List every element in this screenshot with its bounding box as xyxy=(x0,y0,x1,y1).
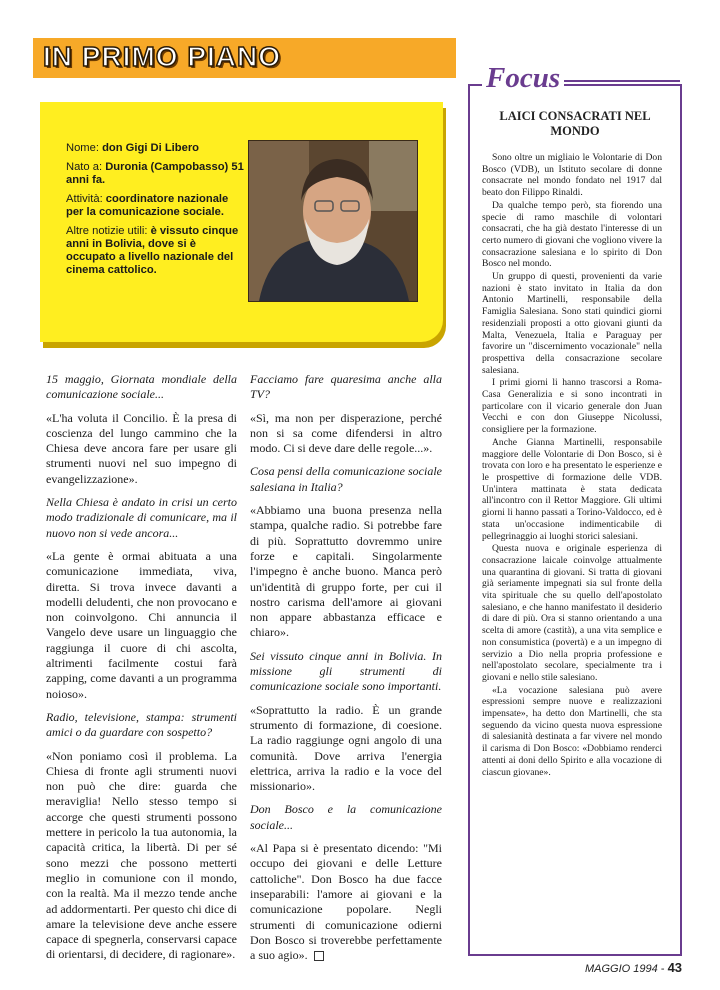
interview-question: Facciamo fare quaresima anche alla TV? xyxy=(250,372,442,402)
interview-answer: «La gente è ormai abituata a una comunicazione immediata, viva, diretta. Si trova invece davanti a modelli deludenti, che non provocano e non coinvolgono. Chi annuncia il Vangelo deve usare un linguaggio che raggiunga il cuore di chi ascolta, altrimenti facilmente costui farà zapping, come davanti a un programma noioso». xyxy=(46,548,237,701)
focus-heading: LAICI CONSACRATI NEL MONDO xyxy=(499,109,651,138)
article-column-2 xyxy=(250,372,442,971)
footer-separator: - xyxy=(660,963,665,975)
article-column-1 xyxy=(46,372,237,971)
interview-question: Cosa pensi della comunicazione sociale salesiana in Italia? xyxy=(250,464,442,494)
focus-paragraph: Anche Gianna Martinelli, responsabile maggiore delle Volontarie di Don Bosco, si è trovata con loro e ha presentato le esperienze e le prospettive di formazione delle VDB. Un'intera mattinata è stata dedicata all'incontro con il Rettor Maggiore. Gli ultimi giorni li hanno passati a Torino-Valdocco, ed è stata un'occasione indimenticabile di pellegrinaggio ai luoghi storici salesiani. xyxy=(482,436,662,542)
focus-paragraph: Da qualche tempo però, sta fiorendo una specie di ramo maschile di volontari consacrati, che ha già destato l'interesse di un certo numero di giovani che vogliono vivere la consacrazione salesiana e lo spirito di Don Bosco nel mondo. xyxy=(482,199,662,270)
section-banner xyxy=(33,38,456,78)
profile-details xyxy=(66,142,244,283)
interview-answer: «Soprattutto la radio. È un grande strumento di formazione, di coesione. La radio raggiunge ogni angolo di una comunità. Dove arriva l'energia elettrica, arriva la radio e la voce del missionario». xyxy=(250,702,442,794)
focus-paragraph: I primi giorni li hanno trascorsi a Roma-Casa Generalizia e si sono incontrati in particolare con il vicario generale don Juan Vecchi e con don Giuseppe Nicolussi, consigliere per la formazione. xyxy=(482,377,662,436)
interview-answer: «Abbiamo una buona presenza nella stampa, qualche radio. Si potrebbe fare di più. Soprattutto dovremmo unire forze e capitali. Singolarmente l'impegno è anche buono. Manca però un'identità di gruppo forte, per cui il nostro carisma dell'amore ai giovani non appare abbastanza efficace e chiaro». xyxy=(250,503,442,640)
interview-question: 15 maggio, Giornata mondiale della comunicazione sociale... xyxy=(46,372,237,402)
focus-paragraph: Questa nuova e originale esperienza di consacrazione laicale coinvolge attualmente una quarantina di giovani. Si tratta di giovani già seriamente impegnati sia sul fronte della vita spirituale che su quello dell'apostolato salesiano, e che hanno manifestato il desiderio di dare di più. Ora si stanno orientando a una scelta di amore (castità), a una vita semplice e non consumistica (povertà) e a un impegno di servizio a Dio nella propria professione e nell'apostolato secolare, specialmente tra i giovani e nello stile salesiano. xyxy=(482,543,662,683)
page-number: 43 xyxy=(667,960,683,975)
profile-born: Nato a: Duronia (Campobasso) 51 anni fa. xyxy=(66,161,244,186)
focus-paragraph: «La vocazione salesiana può avere espressioni sempre nuove e realizzazioni impensate», ha detto don Martinelli, che sta seguendo da vicino questa nuova espressione di salesianità destinata a far vivere nel mondo il carisma di Don Bosco: «Dobbiamo renderci attenti ai doni dello Spirito e alla vocazione di ciascun giovane». xyxy=(482,684,662,778)
end-mark-icon xyxy=(314,951,324,961)
interview-answer xyxy=(250,841,442,963)
profile-activity: Attività: coordinatore nazionale per la comunicazione sociale. xyxy=(66,193,229,218)
interview-answer: «Sì, ma non per disperazione, perché non si sa come difendersi in altro modo. Ci si deve dare delle regole...». xyxy=(250,410,442,456)
portrait-photo xyxy=(248,140,418,302)
interview-answer: «Non poniamo così il problema. La Chiesa di fronte agli strumenti nuovi non può che dire: guarda che meraviglia! Nello stesso tempo si accorge che questi strumenti possono mettere in pericolo la tua autonomia, la capacità critica, la libertà. Di per sé sono mezzi che possono metterti meglio in comunione con il mondo, con la realtà. Ma il mezzo tende anche ad addormentarti. Per questo chi dice di amare la televisione deve anche essere capace di spegnerla, conservarsi capace di orientarsi, di decidere, di ragionare». xyxy=(46,748,237,962)
page-footer xyxy=(585,960,682,975)
focus-rule xyxy=(560,80,680,82)
issue-date: MAGGIO 1994 xyxy=(585,963,658,975)
focus-paragraph: Un gruppo di questi, provenienti da varie nazioni è stato invitato in Italia da don Antonio Martinelli, responsabile della Famiglia Salesiana. Sono stati quindici giorni residenziali proposti a otto giovani giunti da Malta, Venezuela, Italia e Paraguay per favorire un "discernimento vocazionale" nella prospettiva della consacrazione secolare salesiana. xyxy=(482,271,662,376)
focus-paragraph: Sono oltre un migliaio le Volontarie di Don Bosco (VDB), un Istituto secolare di donne consacrate nel mondo fondato nel 1917 dal beato don Filippo Rinaldi. xyxy=(482,152,662,199)
interview-answer-text: «Al Papa si è presentato dicendo: "Mi occupo dei giovani e delle Letture cattoliche". Don Bosco ha due facce inseparabili: l'amore ai giovani e la comunicazione popolare. Negli strumenti di comunicazione odierni Don Bosco si troverebbe perfettamente a suo agio». xyxy=(250,841,442,963)
interview-question: Don Bosco e la comunicazione sociale... xyxy=(250,802,442,832)
interview-question: Nella Chiesa è andato in crisi un certo modo tradizionale di comunicare, ma il nuovo non si vede ancora... xyxy=(46,495,237,540)
profile-other: Altre notizie utili: è vissuto cinque anni in Bolivia, dove si è occupato a livello nazionale del cinema cattolico. xyxy=(66,225,239,276)
interview-answer: «L'ha voluta il Concilio. È la presa di coscienza del lungo cammino che la Chiesa deve ancora fare per usare gli strumenti nuovi nel suo impegno di evangelizzazione». xyxy=(46,410,237,486)
focus-body xyxy=(482,152,662,779)
card-pointer xyxy=(290,300,326,330)
section-title: IN PRIMO PIANO xyxy=(43,41,282,72)
profile-name: Nome: don Gigi Di Libero xyxy=(66,142,200,154)
interview-question: Radio, televisione, stampa: strumenti amici o da guardare con sospetto? xyxy=(46,709,237,740)
focus-label: Focus xyxy=(482,62,564,95)
interview-question: Sei vissuto cinque anni in Bolivia. In missione gli strumenti di comunicazione sociale sono importanti. xyxy=(250,648,442,694)
